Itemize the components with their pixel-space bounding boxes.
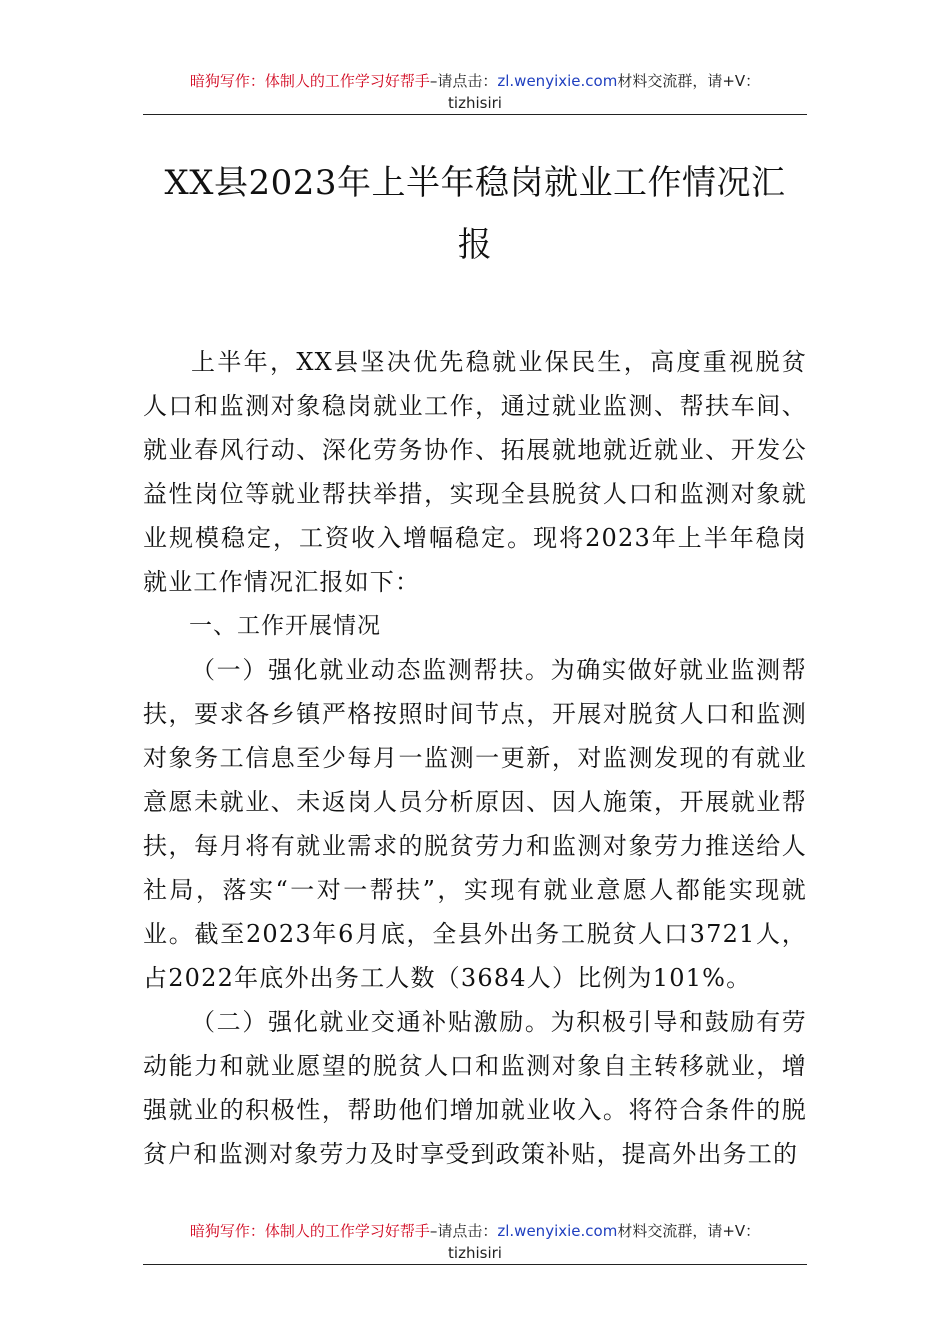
paragraph-monitoring: （一）强化就业动态监测帮扶。为确实做好就业监测帮扶，要求各乡镇严格按照时间节点，开展对脱贫人口和监测对象务工信息至少每月一监测一更新，对监测发现的有就业意愿未就业、未返岗人员分析原因、因人施策，开展就业帮扶，每月将有就业需求的脱贫劳力和监测对象劳力推送给人社局，落实“一对一帮扶”，实现有就业意愿人都能实现就业。截至2023年6月底，全县外出务工脱贫人口3721人，占2022年底外出务工人数（3684人）比例为101%。 xyxy=(143,656,807,992)
footer-divider xyxy=(143,1264,807,1265)
title-line-1: XX县2023年上半年稳岗就业工作情况汇 xyxy=(164,163,786,203)
footer-click-prompt: –请点击： xyxy=(429,1222,498,1240)
footer-url-link[interactable]: zl.wenyixie.com xyxy=(497,1222,618,1240)
document-title xyxy=(143,152,807,276)
header-url-link[interactable]: zl.wenyixie.com xyxy=(497,72,618,90)
title-line-2: 报 xyxy=(457,225,493,265)
header-group-prompt: 材料交流群，请+V： xyxy=(617,72,761,90)
header-brand: 暗狗写作：体制人的工作学习好帮手 xyxy=(189,72,430,90)
header-divider xyxy=(143,114,807,115)
section-heading: 一、工作开展情况 xyxy=(189,613,381,639)
footer-group-prompt: 材料交流群，请+V： xyxy=(617,1222,761,1240)
footer-wechat-id: tizhisiri xyxy=(448,1244,502,1262)
intro-paragraph: 上半年，XX县坚决优先稳就业保民生，高度重视脱贫人口和监测对象稳岗就业工作，通过就业监测、帮扶车间、就业春风行动、深化劳务协作、拓展就地就近就业、开发公益性岗位等就业帮扶举措，实现全县脱贫人口和监测对象就业规模稳定，工资收入增幅稳定。现将2023年上半年稳岗就业工作情况汇报如下： xyxy=(143,348,807,596)
footer-banner xyxy=(143,1220,807,1264)
document-body xyxy=(143,340,807,1176)
paragraph-transport-subsidy: （二）强化就业交通补贴激励。为积极引导和鼓励有劳动能力和就业愿望的脱贫人口和监测对象自主转移就业，增强就业的积极性，帮助他们增加就业收入。将符合条件的脱贫户和监测对象劳力及时享受到政策补贴，提高外出务工的 xyxy=(143,1008,807,1168)
header-wechat-id: tizhisiri xyxy=(448,94,502,112)
header-banner xyxy=(143,70,807,114)
footer-brand: 暗狗写作：体制人的工作学习好帮手 xyxy=(189,1222,430,1240)
header-click-prompt: –请点击： xyxy=(429,72,498,90)
